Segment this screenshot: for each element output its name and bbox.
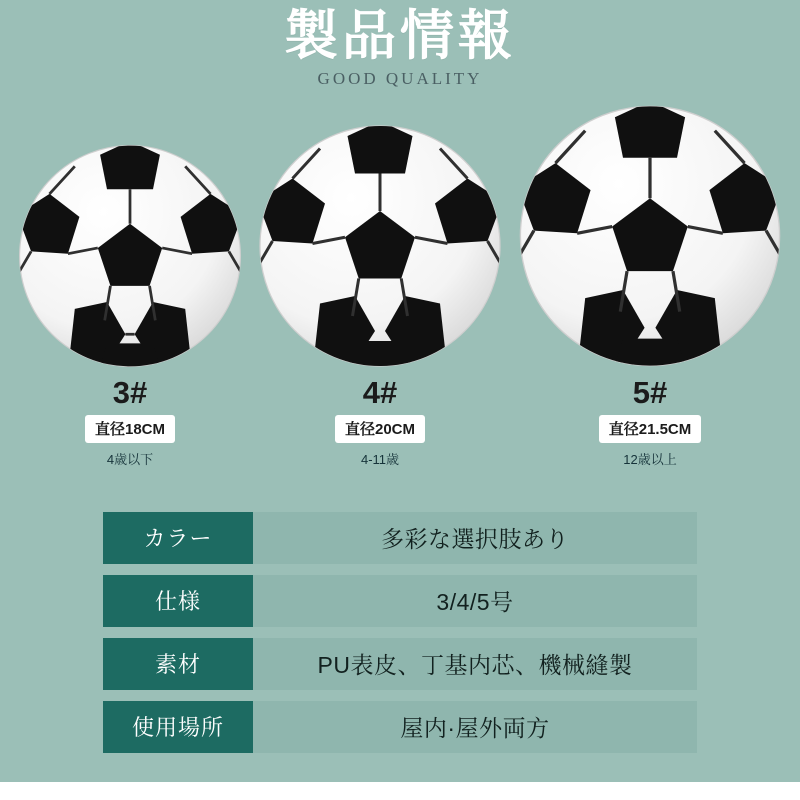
product-size-item	[15, 141, 245, 468]
age-range-text: 4歳以下	[106, 451, 154, 467]
table-row	[103, 512, 697, 564]
spec-key: カラー	[103, 512, 253, 564]
page-header	[0, 0, 800, 89]
spec-value: 屋内·屋外両方	[253, 701, 697, 753]
diameter-badge: 直径20CM	[335, 415, 425, 443]
soccer-ball-icon	[15, 141, 245, 371]
age-range-text: 12歳以上	[623, 451, 677, 467]
size-label: 4#	[362, 374, 398, 410]
spec-key: 使用場所	[103, 701, 253, 753]
page-subtitle: GOOD QUALITY	[317, 68, 483, 88]
diameter-badge: 直径21.5CM	[599, 415, 702, 443]
spec-value: 3/4/5号	[253, 575, 697, 627]
table-row	[103, 575, 697, 627]
diameter-badge: 直径18CM	[85, 415, 175, 443]
table-row	[103, 638, 697, 690]
soccer-ball-icon	[515, 101, 785, 371]
size-label: 5#	[632, 374, 668, 410]
spec-key: 素材	[103, 638, 253, 690]
spec-key: 仕様	[103, 575, 253, 627]
spec-value: 多彩な選択肢あり	[253, 512, 697, 564]
product-size-item	[255, 121, 505, 468]
product-size-item	[515, 101, 785, 468]
age-range-text: 4-11歳	[360, 451, 400, 467]
size-label: 3#	[112, 374, 148, 410]
spec-value: PU表皮、丁基内芯、機械縫製	[253, 638, 697, 690]
soccer-ball-icon	[255, 121, 505, 371]
page-title: 製品情報	[284, 6, 516, 66]
table-row	[103, 701, 697, 753]
product-size-row	[30, 101, 770, 468]
bottom-strip	[0, 782, 800, 800]
spec-table	[103, 512, 697, 753]
